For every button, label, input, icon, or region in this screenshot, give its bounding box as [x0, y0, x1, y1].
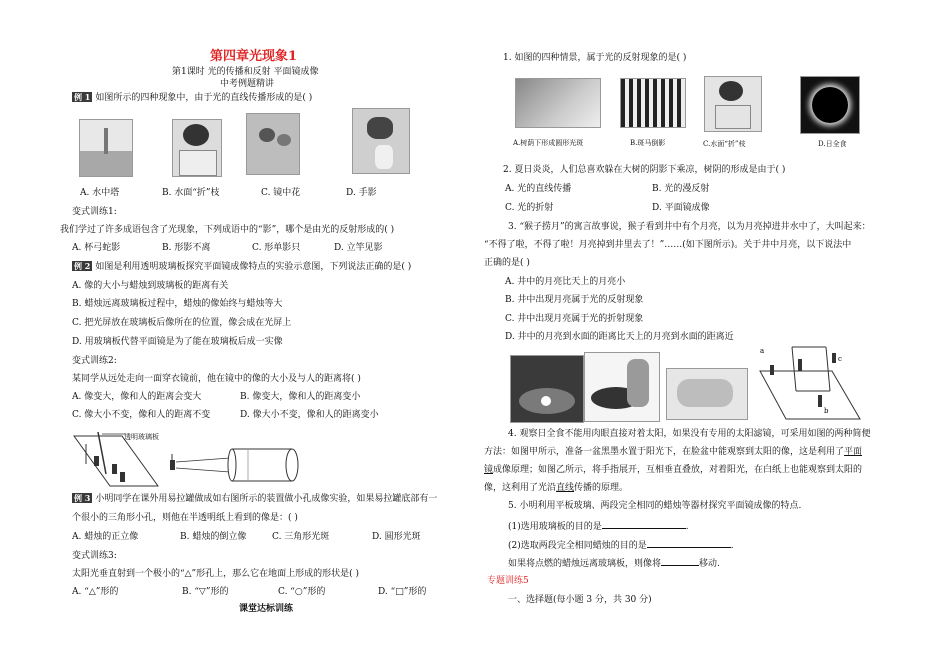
question-text: 如图所示的四种现象中，由于光的直线传播形成的是( ): [95, 93, 313, 103]
example-3: [72, 493, 437, 505]
photo-solar-eclipse: [800, 76, 860, 134]
drill3-option-b: B. “▽”形的: [182, 587, 229, 597]
section-multiple-choice: 一、选择题(每小题 3 分，共 30 分): [508, 595, 652, 605]
q5-line-3: [508, 538, 734, 552]
q3-line-1: 3. “猴子捞月”的寓言故事说，猴子看到井中有个月亮，以为月亮掉进井水中了，大叫起来：: [508, 222, 871, 232]
drill2-option-a: A. 像变大，像和人的距离会变大: [72, 392, 202, 402]
ex2-option-a: A. 像的大小与蜡烛到玻璃板的距离有关: [72, 281, 229, 291]
photo-crossed-hands: [666, 368, 748, 420]
example-tag: 例 2: [74, 261, 91, 271]
drill-2-label: 变式训练2:: [72, 356, 117, 366]
lesson-subtitle: 第1课时 光的传播和反射 平面镜成像: [172, 67, 319, 77]
q5-line-1: 5. 小明利用平板玻璃、两段完全相同的蜡烛等器材探究平面镜成像的特点.: [508, 501, 802, 511]
q3-option-a: A. 井中的月亮比天上的月亮小: [505, 277, 626, 287]
ex3-option-c: C. 三角形光斑: [272, 532, 330, 542]
q4-line-4-text: 像，这利用了光沿: [484, 483, 557, 493]
q4-answer-straight: 直线: [556, 483, 575, 493]
drill-3-label: 变式训练3:: [72, 551, 117, 561]
q4-line-3-text: 成像原理；如图乙所示，将手指展开，互相垂直叠放，对着阳光，在白纸上也能观察到太阳的: [493, 465, 863, 475]
q5-blank-1[interactable]: [602, 519, 686, 529]
photo-zebra-reflection: [620, 78, 686, 128]
ex3-option-a: A. 蜡烛的正立像: [72, 532, 139, 542]
ex1-option-c: C. 镜中花: [261, 188, 301, 198]
q3-option-d: D. 井中的月亮到水面的距离比天上的月亮到水面的距离近: [505, 332, 734, 342]
section-heading: 中考例题精讲: [220, 79, 275, 89]
q4-line-1: 4. 观察日全食不能用肉眼直接对着太阳，如果没有专用的太阳滤镜，可采用如图的两种简便: [508, 429, 871, 439]
special-training-heading: 专题训练5: [487, 576, 529, 586]
drill-3-question: 太阳光垂直射到一个极小的“△”形孔上，那么它在地面上形成的形状是( ): [72, 569, 360, 579]
q2-option-a: A. 光的直线传播: [505, 184, 572, 194]
q5-blank-2[interactable]: [647, 538, 731, 548]
drill1-option-b: B. 形影不离: [162, 243, 211, 253]
ex2-option-d: D. 用玻璃板代替平面镜是为了能在玻璃板后成一实像: [72, 337, 283, 347]
caption-d: D.日全食: [818, 140, 847, 148]
ex3-option-d: D. 圆形光斑: [372, 532, 421, 542]
drill2-option-b: B. 像变大，像和人的距离变小: [240, 392, 361, 402]
drill1-option-a: A. 杯弓蛇影: [72, 243, 121, 253]
q5-line-4: [508, 556, 720, 570]
q5-part1-text: (1)选用玻璃板的目的是: [508, 522, 602, 532]
question-text-line-1: 小明同学在课外用易拉罐做成如右图所示的装置做小孔成像实验，如果易拉罐底部有一: [95, 494, 438, 504]
q4-answer-plane: 平面: [844, 447, 863, 457]
example-1: [72, 92, 312, 104]
photo-mirror-flower: [246, 113, 300, 175]
candle-experiment-diagram: [756, 343, 866, 425]
drill3-option-a: A. “△”形的: [72, 587, 119, 597]
q4-line-2-text: 方法：如图甲所示，准备一盆黑墨水置于阳光下，在脸盆中能观察到太阳的像，这是利用了: [484, 447, 845, 457]
example-tag: 例 1: [74, 92, 91, 102]
question-text: 如图是利用透明玻璃板探究平面镜成像特点的实验示意图，下列说法正确的是( ): [95, 262, 412, 272]
ex2-option-c: C. 把光屏放在玻璃板后像所在的位置，像会成在光屏上: [72, 318, 292, 328]
drill-1-question: 我们学过了许多成语包含了光现象，下列成语中的“影”，哪个是由光的反射形成的( ): [60, 225, 395, 235]
drill1-option-d: D. 立竿见影: [334, 243, 383, 253]
diagram-label-b: b: [824, 407, 829, 415]
q3-option-b: B. 井中出现月亮属于光的反射现象: [505, 295, 644, 305]
q5-part3-text: 如果将点燃的蜡烛远离玻璃板，则像将: [508, 559, 662, 569]
caption-a: A.树荫下形成圆形光斑: [513, 139, 584, 147]
ex1-option-b: B. 水面“折”枝: [162, 188, 220, 198]
q2-option-b: B. 光的漫反射: [652, 184, 710, 194]
example-2: [72, 261, 411, 273]
class-practice-heading: 课堂达标训练: [239, 604, 294, 614]
drill-2-question: 某同学从远处走向一面穿衣镜前，他在镜中的像的大小及与人的距离将( ): [72, 374, 361, 384]
ex2-option-b: B. 蜡烛远离玻璃板过程中，蜡烛的像始终与蜡烛等大: [72, 299, 283, 309]
example-tag: 例 3: [74, 493, 91, 503]
r-question-1: 1. 如图的四种情景，属于光的反射现象的是( ): [503, 53, 687, 63]
caption-c: C.水面“折”枝: [703, 140, 746, 148]
q5-line-2: [508, 519, 689, 533]
photo-children-basin: [584, 352, 660, 422]
diagram-label-a: a: [760, 347, 765, 355]
caption-b: B.斑马倒影: [630, 139, 666, 147]
q5-part2-text: (2)选取两段完全相同蜡烛的目的是: [508, 541, 647, 551]
photo-ink-basin-sun: [510, 355, 584, 423]
photo-hand-shadow: [352, 108, 410, 174]
pinhole-camera-diagram: [168, 440, 308, 492]
question-text-line-2: 个很小的三角形小孔，则他在半透明纸上看到的像是：( ): [72, 513, 298, 523]
drill3-option-d: D. “□”形的: [378, 587, 427, 597]
q4-answer-mirror: 镜: [484, 465, 494, 475]
q4-line-4-end: 传播的原理。: [574, 483, 629, 493]
drill3-option-c: C. “○”形的: [278, 587, 326, 597]
r-question-2: 2. 夏日炎炎，人们总喜欢躲在大树的阴影下乘凉，树阴的形成是由于( ): [503, 165, 786, 175]
drill2-option-c: C. 像大小不变，像和人的距离不变: [72, 410, 211, 420]
q4-line-3: [484, 464, 862, 476]
photo-tower-reflection: [79, 119, 133, 177]
ex1-option-a: A. 水中塔: [80, 188, 120, 198]
q4-line-4: [484, 482, 628, 494]
diagram-label-c: c: [838, 355, 842, 363]
photo-branch-in-water-2: [704, 76, 762, 132]
q3-line-3: 正确的是( ): [484, 258, 530, 268]
q4-line-2: [484, 446, 862, 458]
q5-part2-end: .: [730, 541, 734, 551]
q3-option-c: C. 井中出现月亮属于光的折射现象: [505, 314, 644, 324]
ex3-option-b: B. 蜡烛的倒立像: [180, 532, 247, 542]
drill2-option-d: D. 像大小不变，像和人的距离变小: [240, 410, 379, 420]
page-title: 第四章光现象1: [210, 49, 298, 64]
q5-blank-3[interactable]: [661, 556, 699, 566]
drill1-option-c: C. 形单影只: [252, 243, 301, 253]
q5-part3-end: 移动.: [699, 559, 720, 569]
ex1-option-d: D. 手影: [346, 188, 377, 198]
photo-tree-light-spots: [515, 78, 601, 128]
q2-option-c: C. 光的折射: [505, 203, 554, 213]
q3-line-2: “不得了啦，不得了啦！月亮掉到井里去了！”……(如下图所示)。关于井中月亮，以下说法中: [484, 240, 852, 250]
glass-plate-label: 透明玻璃板: [124, 433, 159, 441]
q5-part1-end: .: [685, 522, 689, 532]
photo-branch-in-water: [172, 119, 222, 177]
drill-1-label: 变式训练1:: [72, 207, 117, 217]
q2-option-d: D. 平面镜成像: [652, 203, 710, 213]
